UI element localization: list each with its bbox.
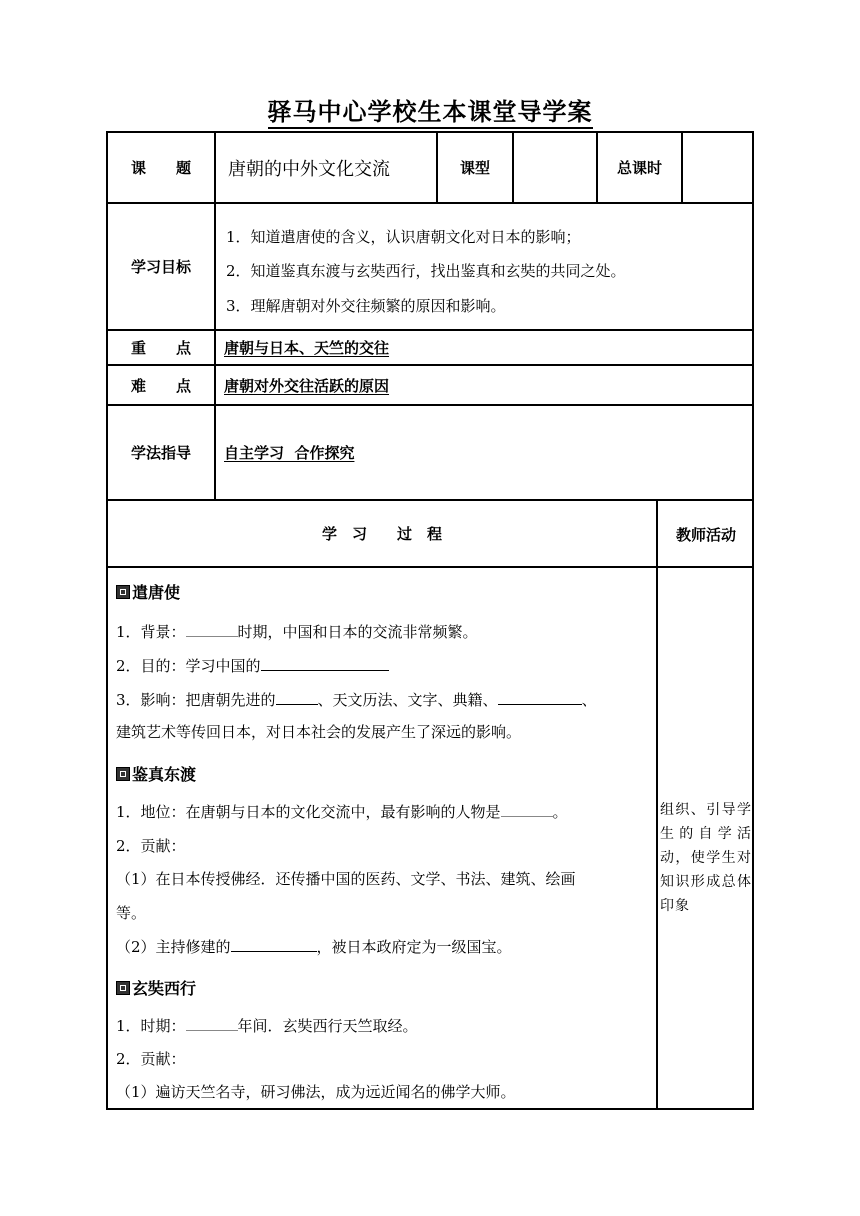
teacher-header: 教师活动 (676, 526, 737, 544)
hours-label: 总课时 (616, 159, 662, 177)
section-bullet-icon (116, 585, 130, 599)
text: 3．影响：把唐朝先进的 (116, 691, 276, 709)
fill-blank (231, 939, 317, 952)
text: 年间．玄奘西行天竺取经。 (237, 1017, 418, 1035)
table-border (752, 131, 754, 1110)
section-title-text: 玄奘西行 (132, 979, 197, 998)
objective-item: 3．理解唐朝对外交往频繁的原因和影响。 (226, 297, 506, 315)
fill-blank (186, 624, 238, 637)
fill-blank (186, 1018, 238, 1031)
type-label: 课型 (459, 159, 490, 177)
line: （1）遍访天竺名寺，研习佛法，成为远近闻名的佛学大师。 (116, 1083, 516, 1101)
hours-value (683, 133, 752, 202)
method-value: 自主学习 合作探究 (224, 444, 355, 462)
topic-label: 课 题 (130, 159, 191, 177)
type-value (514, 133, 596, 202)
objective-item: 1．知道遣唐使的含义，认识唐朝文化对日本的影响； (226, 228, 581, 246)
key-point-value: 唐朝与日本、天竺的交往 (224, 339, 390, 357)
line: 2．贡献： (116, 837, 186, 855)
line (116, 621, 478, 642)
line (116, 655, 389, 676)
text: 2．目的：学习中国的 (116, 657, 261, 675)
line: 建筑艺术等传回日本，对日本社会的发展产生了深远的影响。 (116, 723, 522, 741)
line: 2．贡献： (116, 1050, 186, 1068)
table-border (214, 131, 216, 501)
line: （1）在日本传授佛经．还传播中国的医药、文学、书法、建筑、绘画 (116, 870, 576, 888)
fill-blank (276, 692, 318, 705)
section-title-text: 遣唐使 (132, 583, 181, 602)
text: （2）主持修建的 (116, 938, 231, 956)
line (116, 801, 568, 822)
text: 。 (552, 803, 568, 821)
key-point-label: 重 点 (130, 339, 191, 357)
text: 1．地位：在唐朝与日本的文化交流中，最有影响的人物是 (116, 803, 501, 821)
fill-blank (498, 692, 582, 705)
fill-blank (261, 658, 389, 671)
text: ，被日本政府定为一级国宝。 (316, 938, 512, 956)
difficulty-label: 难 点 (130, 376, 191, 395)
text: 、 (581, 691, 597, 709)
line (116, 936, 512, 957)
section-title (116, 580, 180, 603)
text: 、天文历法、文字、典籍、 (317, 691, 498, 709)
section-title (116, 976, 196, 999)
line: 等。 (116, 904, 147, 922)
line (116, 1015, 418, 1036)
section-title (116, 762, 196, 785)
objectives-label: 学习目标 (130, 258, 191, 276)
objective-item: 2．知道鉴真东渡与玄奘西行，找出鉴真和玄奘的共同之处。 (226, 262, 626, 280)
text: 1．背景： (116, 623, 186, 641)
teacher-activity: 组织、引导学生的自学活动，使学生对知识形成总体印象 (660, 802, 752, 914)
text: 1．时期： (116, 1017, 186, 1035)
section-title-text: 鉴真东渡 (132, 765, 197, 784)
line (116, 689, 597, 710)
table-border (656, 499, 658, 1110)
process-header: 学 习 过 程 (321, 525, 442, 543)
topic-value: 唐朝的中外文化交流 (228, 158, 390, 180)
text: 时期，中国和日本的交流非常频繁。 (237, 623, 478, 641)
fill-blank (501, 804, 553, 817)
method-label: 学法指导 (130, 444, 191, 462)
section-bullet-icon (116, 767, 130, 781)
difficulty-value: 唐朝对外交往活跃的原因 (224, 376, 390, 395)
section-bullet-icon (116, 981, 130, 995)
page-title: 驿马中心学校生本课堂导学案 (0, 92, 860, 127)
